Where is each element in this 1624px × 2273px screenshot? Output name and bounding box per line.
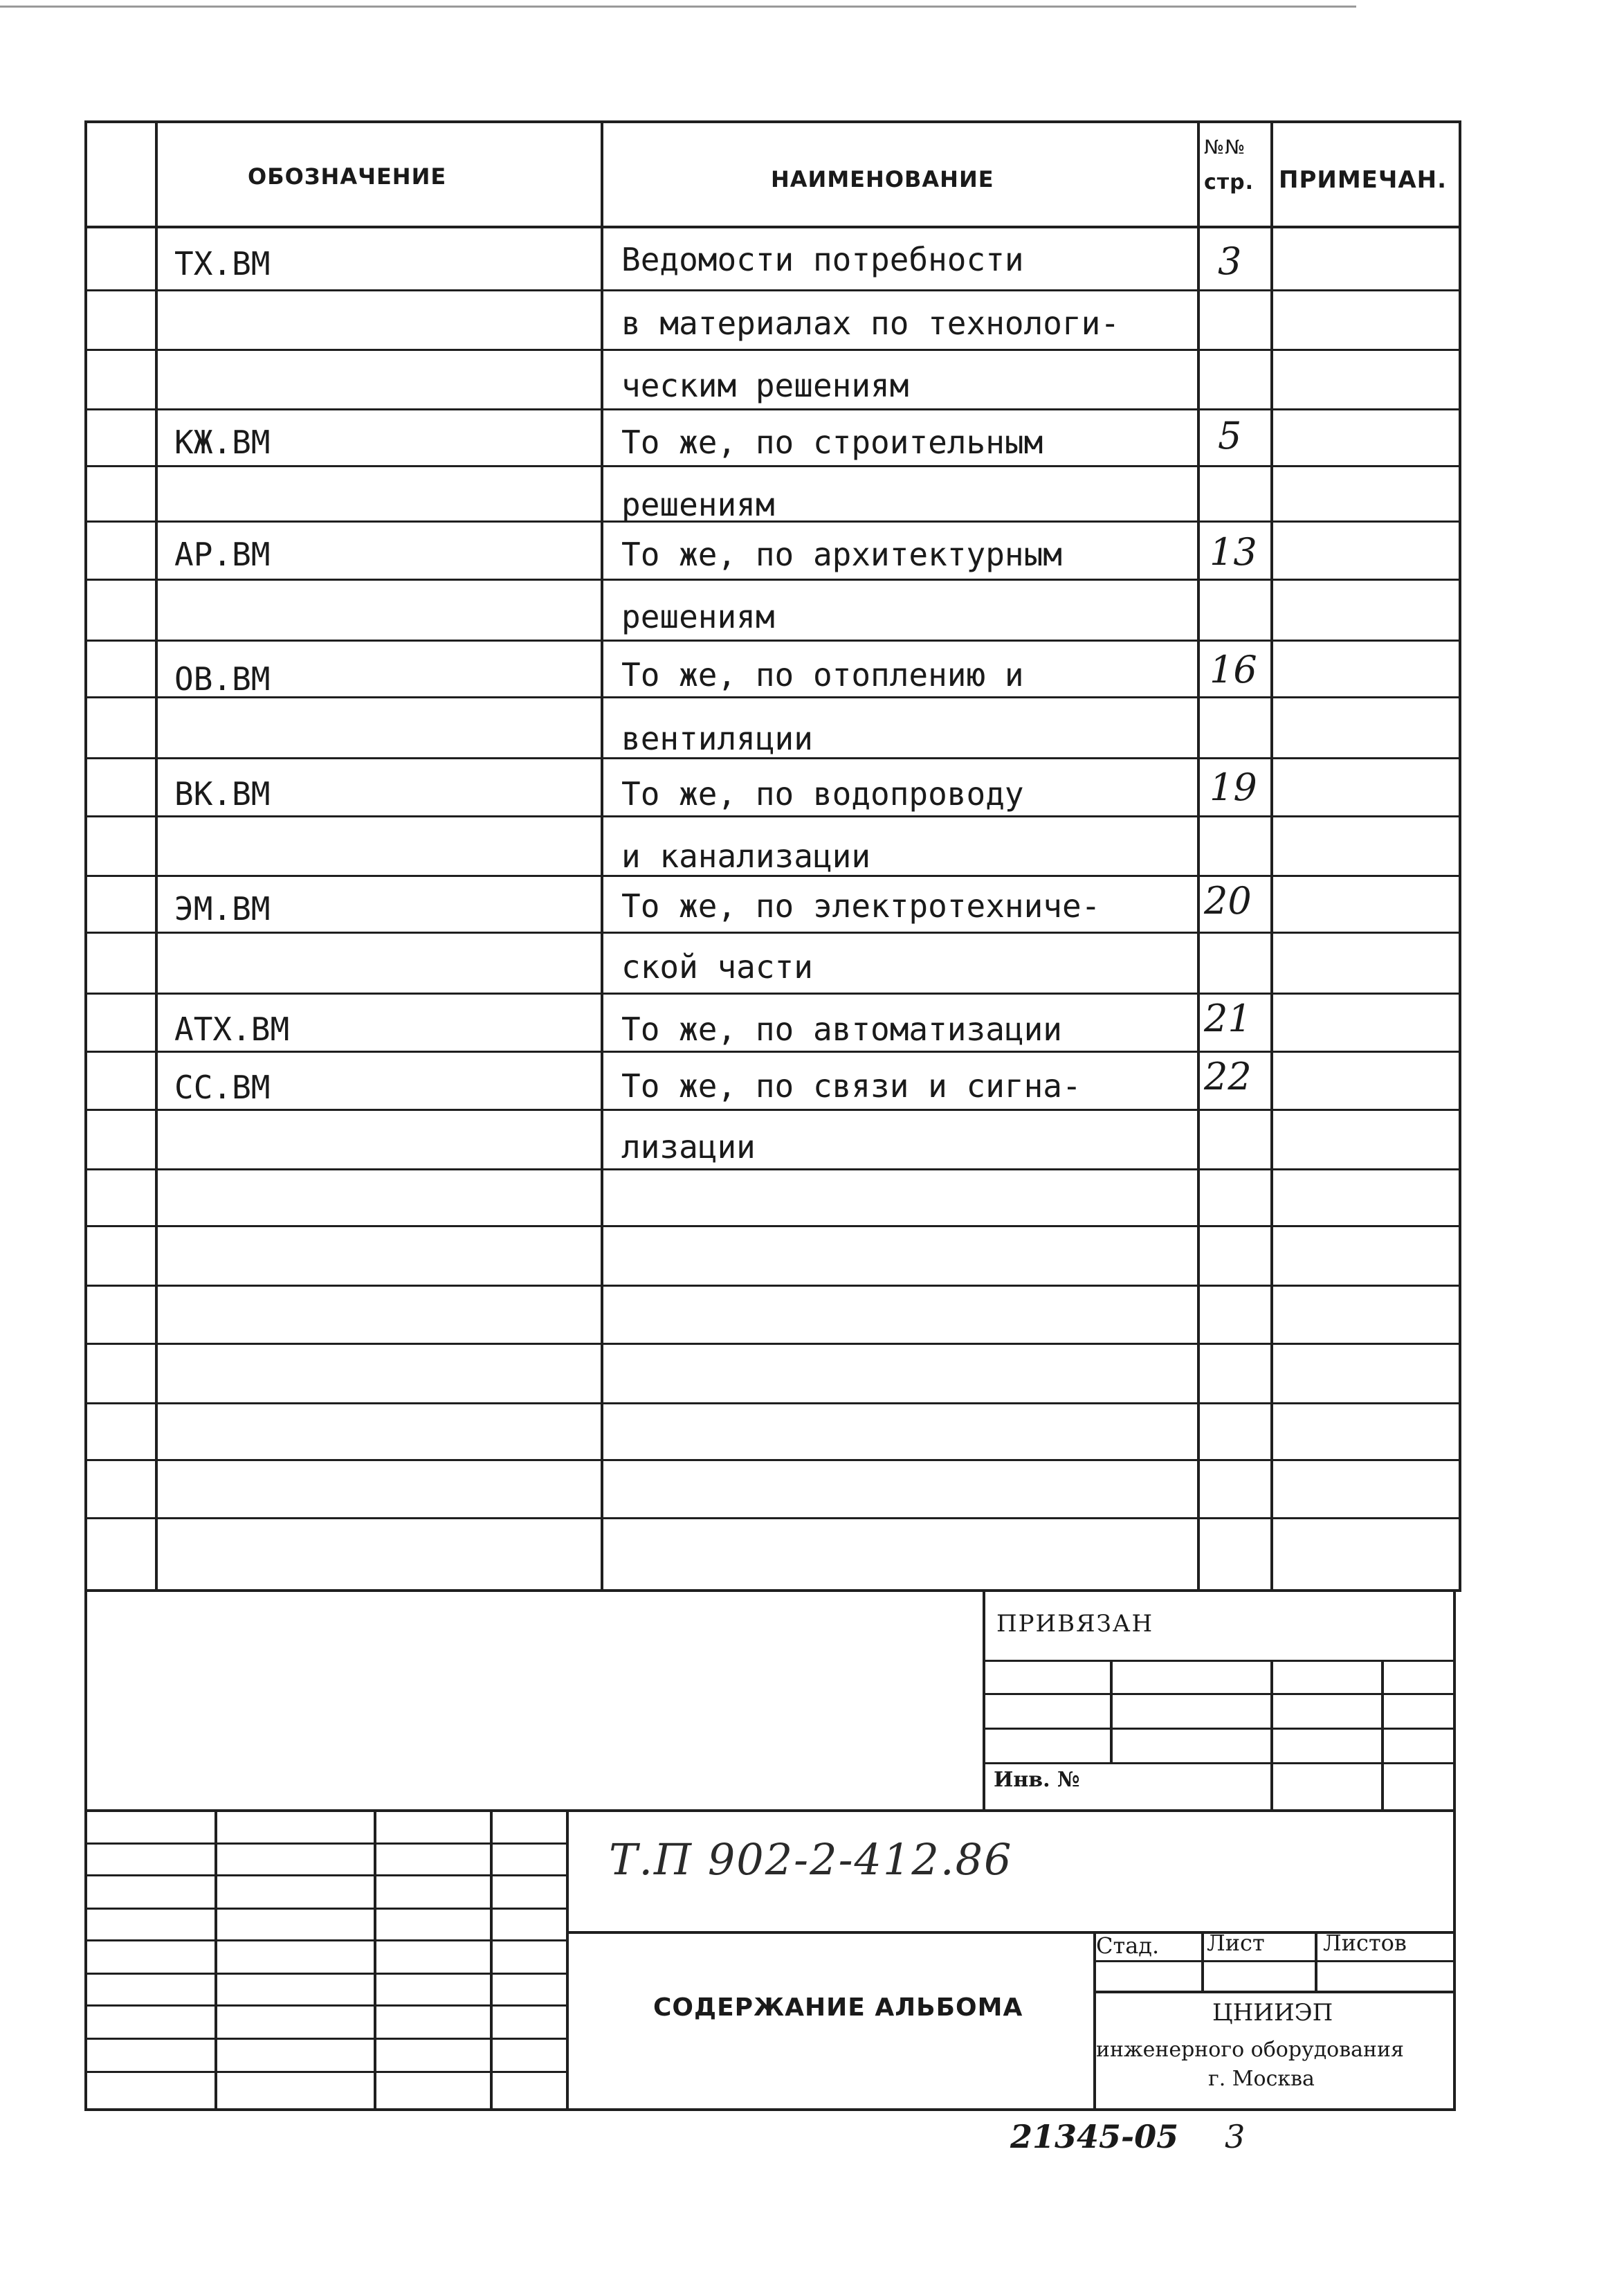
row-name-line: и канализации: [621, 837, 871, 875]
sign-grid-row: [84, 2004, 566, 2007]
row-name-line: То же, по связи и сигна-: [621, 1067, 1082, 1105]
row-page-number: 19: [1210, 766, 1257, 809]
row-page-number: 13: [1210, 530, 1257, 574]
header-note: ПРИМЕЧАН.: [1279, 166, 1448, 194]
row-code: АР.ВМ: [174, 536, 271, 573]
bound-box-left: [983, 1589, 985, 1811]
row-line: [84, 465, 1461, 467]
stamp-border-bottom: [84, 2108, 1456, 2111]
row-line: [84, 289, 1461, 291]
sign-grid-row: [84, 1939, 566, 1941]
col-divider-3: [1197, 122, 1200, 1591]
stamp-border-left: [84, 1589, 87, 2110]
row-name-line: То же, по электротехниче-: [621, 887, 1101, 925]
row-line: [84, 1168, 1461, 1170]
sheets-label: Листов: [1323, 1930, 1407, 1956]
col-divider-2: [601, 122, 603, 1591]
footer-page-number: 3: [1225, 2118, 1246, 2155]
sheet-title: СОДЕРЖАНИЕ АЛЬБОМА: [653, 1993, 1023, 2022]
row-name-line: То же, по автоматизации: [621, 1011, 1062, 1048]
row-line: [84, 408, 1461, 410]
col-divider-1: [155, 122, 158, 1591]
row-page-number: 20: [1204, 879, 1252, 923]
bound-label: ПРИВЯЗАН: [996, 1610, 1154, 1638]
sign-grid-row: [84, 1908, 566, 1910]
row-code: АТХ.ВМ: [174, 1011, 290, 1048]
row-line: [84, 696, 1461, 698]
table-bottom: [84, 1589, 1461, 1592]
row-line: [84, 1402, 1461, 1404]
header-bottom: [84, 226, 1461, 228]
bound-box-divider: [1110, 1660, 1113, 1762]
archive-number: 21345-05: [1010, 2118, 1179, 2155]
row-name-line: ской части: [621, 948, 813, 986]
inventory-number-label: Инв. №: [994, 1768, 1080, 1792]
organization-city: г. Москва: [1208, 2067, 1315, 2091]
sign-grid-col: [490, 1809, 493, 2108]
row-line: [84, 1051, 1461, 1053]
row-line: [84, 932, 1461, 934]
row-line: [84, 349, 1461, 351]
row-page-number: 16: [1210, 648, 1257, 691]
row-page-number: 21: [1204, 997, 1252, 1040]
row-name-line: в материалах по технологи-: [621, 305, 1120, 342]
sign-grid-row: [84, 1973, 566, 1975]
meta-box-line: [1093, 1991, 1456, 1993]
sign-grid-col: [566, 1809, 569, 2108]
bound-box-divider: [1381, 1660, 1384, 1811]
bound-box-line: [983, 1728, 1456, 1730]
row-name-line: решениям: [621, 486, 775, 523]
sign-grid-row: [84, 1874, 566, 1876]
row-line: [84, 1109, 1461, 1111]
col-divider-4: [1270, 122, 1273, 1591]
stage-label: Стад.: [1096, 1932, 1160, 1959]
row-line: [84, 1225, 1461, 1227]
header-page-no: №№: [1204, 136, 1246, 159]
bound-box-line: [983, 1762, 1456, 1764]
organization-name: ЦНИИЭП: [1212, 1999, 1333, 2027]
row-line: [84, 757, 1461, 759]
sign-grid-row: [84, 2071, 566, 2073]
row-page-number: 22: [1204, 1055, 1252, 1098]
row-line: [84, 815, 1461, 817]
row-name-line: ческим решениям: [621, 367, 909, 404]
header-designation: ОБОЗНАЧЕНИЕ: [248, 163, 447, 190]
row-code: ЭМ.ВМ: [174, 890, 271, 927]
row-name-line: То же, по отоплению и: [621, 656, 1024, 694]
row-code: ТХ.ВМ: [174, 245, 271, 282]
row-name-line: вентиляции: [621, 720, 813, 757]
sign-grid-row: [84, 2038, 566, 2040]
row-name-line: То же, по водопроводу: [621, 775, 1024, 813]
sign-grid-row: [84, 1842, 566, 1845]
row-code: СС.ВМ: [174, 1069, 271, 1106]
border-top: [84, 120, 1461, 123]
bound-box-line: [983, 1693, 1456, 1695]
bound-box-divider: [1270, 1660, 1273, 1811]
bound-box-line: [983, 1660, 1456, 1662]
row-line: [84, 1459, 1461, 1461]
meta-box-line: [1093, 1960, 1456, 1962]
document-number: Т.П 902-2-412.86: [609, 1834, 1013, 1885]
row-line: [84, 579, 1461, 581]
border-right: [1459, 122, 1461, 1591]
row-line: [84, 640, 1461, 642]
sign-grid-col: [215, 1809, 217, 2108]
row-name-line: То же, по строительным: [621, 424, 1043, 461]
header-page-abbr: стр.: [1204, 170, 1255, 194]
row-line: [84, 1343, 1461, 1345]
row-name-line: То же, по архитектурным: [621, 536, 1062, 573]
row-page-number: 5: [1218, 414, 1242, 458]
stamp-divider: [84, 1809, 1456, 1812]
sheet-label: Лист: [1207, 1930, 1265, 1956]
row-name-line: лизации: [621, 1128, 756, 1166]
header-name: НАИМЕНОВАНИЕ: [771, 166, 994, 192]
row-code: ОВ.ВМ: [174, 660, 271, 698]
row-line: [84, 993, 1461, 995]
row-name-line: Ведомости потребности: [621, 241, 1024, 278]
row-code: ВК.ВМ: [174, 775, 271, 813]
row-line: [84, 1285, 1461, 1287]
row-line: [84, 1517, 1461, 1519]
organization-subtitle: инженерного оборудования: [1096, 2038, 1404, 2062]
row-code: КЖ.ВМ: [174, 424, 271, 461]
row-name-line: решениям: [621, 598, 775, 635]
scan-edge: [0, 6, 1356, 8]
sign-grid-col: [374, 1809, 376, 2108]
border-left: [84, 122, 87, 1591]
stamp-border-right: [1453, 1589, 1456, 2110]
row-line: [84, 875, 1461, 877]
row-page-number: 3: [1218, 239, 1242, 283]
